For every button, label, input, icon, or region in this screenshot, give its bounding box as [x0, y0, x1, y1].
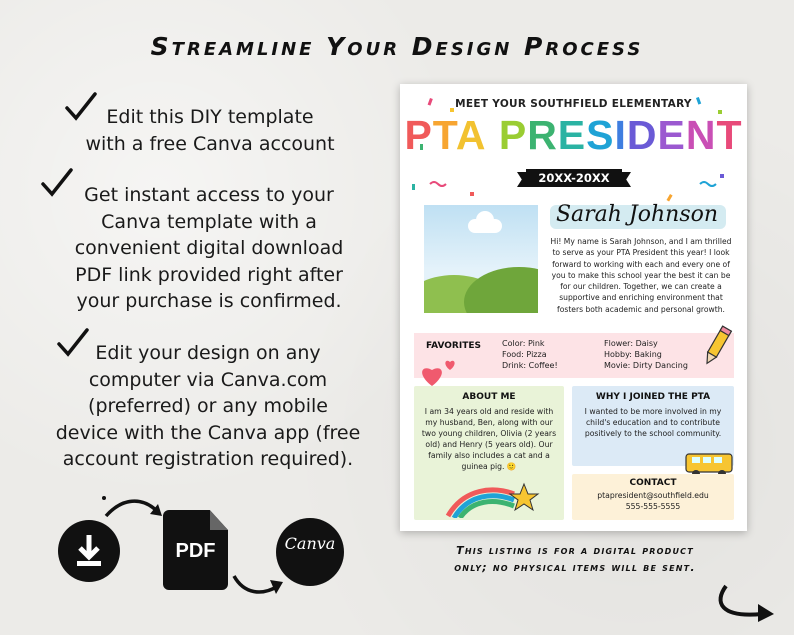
title-letter: [486, 112, 498, 158]
curved-arrow-icon: [100, 494, 170, 534]
favorite-item: Food: Pizza: [502, 350, 547, 359]
flyer-subtitle: MEET YOUR SOUTHFIELD ELEMENTARY: [455, 98, 692, 110]
bullet-2-line: PDF link provided right after: [75, 263, 343, 286]
note-line: only; no physical items will be sent.: [454, 561, 696, 574]
bullet-1: [70, 104, 350, 157]
title-letter: R: [527, 112, 558, 158]
bullet-3: [38, 340, 378, 473]
favorite-item: Drink: Coffee!: [502, 361, 558, 370]
favorite-item: Movie: Dirty Dancing: [604, 361, 688, 370]
flyer-title: [400, 112, 747, 159]
bullet-2-line: convenient digital download: [74, 237, 344, 259]
bullet-2-line: Canva template with a: [101, 210, 317, 233]
why-text: I wanted to be more involved in my child's education and to contribute positively to the school community.: [584, 407, 722, 438]
bullet-2: [50, 182, 368, 315]
about-text: I am 34 years old and reside with my husband, Ben, along with our two young children, Olivia (2 years old) and Henry (5 years old). Our family also includes a cat and a guinea pig. 🙂: [421, 407, 557, 471]
bullet-3-line: device with the Canva app (free: [55, 421, 361, 444]
title-letter: I: [614, 112, 627, 158]
why-heading: WHY I JOINED THE PTA: [595, 392, 711, 402]
contact-panel: [572, 474, 734, 520]
bio-text: Hi! My name is Sarah Johnson, and I am thrilled to serve as your PTA President this year! I look forward to working with each and every one of you to make this school year the best it can be for our children. Together, we can create a supportive and enriching environment that fosters both academic and personal growth.: [550, 237, 732, 314]
title-letter: T: [432, 112, 456, 158]
digital-product-note: [430, 542, 720, 576]
bullet-2-line: your purchase is confirmed.: [76, 290, 342, 312]
favorite-item: Flower: Daisy: [604, 339, 658, 348]
pencil-icon: [700, 324, 734, 368]
title-letter: S: [586, 112, 615, 158]
title-letter: D: [626, 112, 658, 158]
bullet-3-line: Edit your design on any: [95, 342, 321, 364]
bullet-3-line: computer via Canva.com: [88, 368, 328, 391]
headline: Streamline Your Design Process: [150, 32, 644, 61]
canva-label: Canva: [284, 534, 336, 553]
years-ribbon: 20XX-20XX: [526, 169, 622, 187]
rainbow-star-icon: [444, 480, 540, 518]
favorites-panel: [414, 333, 734, 378]
president-name: Sarah Johnson: [555, 202, 719, 227]
curved-arrow-icon: [230, 566, 290, 602]
favorite-item: Color: Pink: [502, 339, 545, 348]
flyer-preview: [400, 84, 747, 531]
title-letter: A: [455, 112, 487, 158]
bullet-2-line: Get instant access to your: [84, 184, 334, 206]
curved-arrow-icon: [712, 582, 782, 626]
about-heading: ABOUT ME: [462, 392, 516, 402]
title-letter: P: [404, 112, 433, 158]
favorites-heading: FAVORITES: [426, 341, 481, 351]
title-letter: E: [557, 112, 587, 158]
contact-heading: CONTACT: [629, 478, 677, 488]
title-letter: E: [657, 112, 686, 158]
contact-phone: 555-555-5555: [625, 502, 681, 511]
bullet-1-line: Edit this DIY template: [106, 106, 314, 128]
title-letter: P: [498, 112, 528, 158]
title-letter: N: [685, 112, 717, 158]
photo-placeholder: [424, 205, 538, 313]
bullet-3-line: (preferred) or any mobile: [88, 395, 328, 417]
pdf-label: PDF: [175, 540, 216, 562]
contact-email: ptapresident@southfield.edu: [597, 491, 709, 500]
note-line: This listing is for a digital product: [456, 544, 694, 557]
favorite-item: Hobby: Baking: [604, 350, 662, 359]
title-letter: T: [716, 112, 743, 158]
about-panel: [414, 386, 564, 520]
bullet-1-line: with a free Canva account: [85, 132, 335, 155]
bullet-3-line: account registration required).: [62, 448, 354, 470]
